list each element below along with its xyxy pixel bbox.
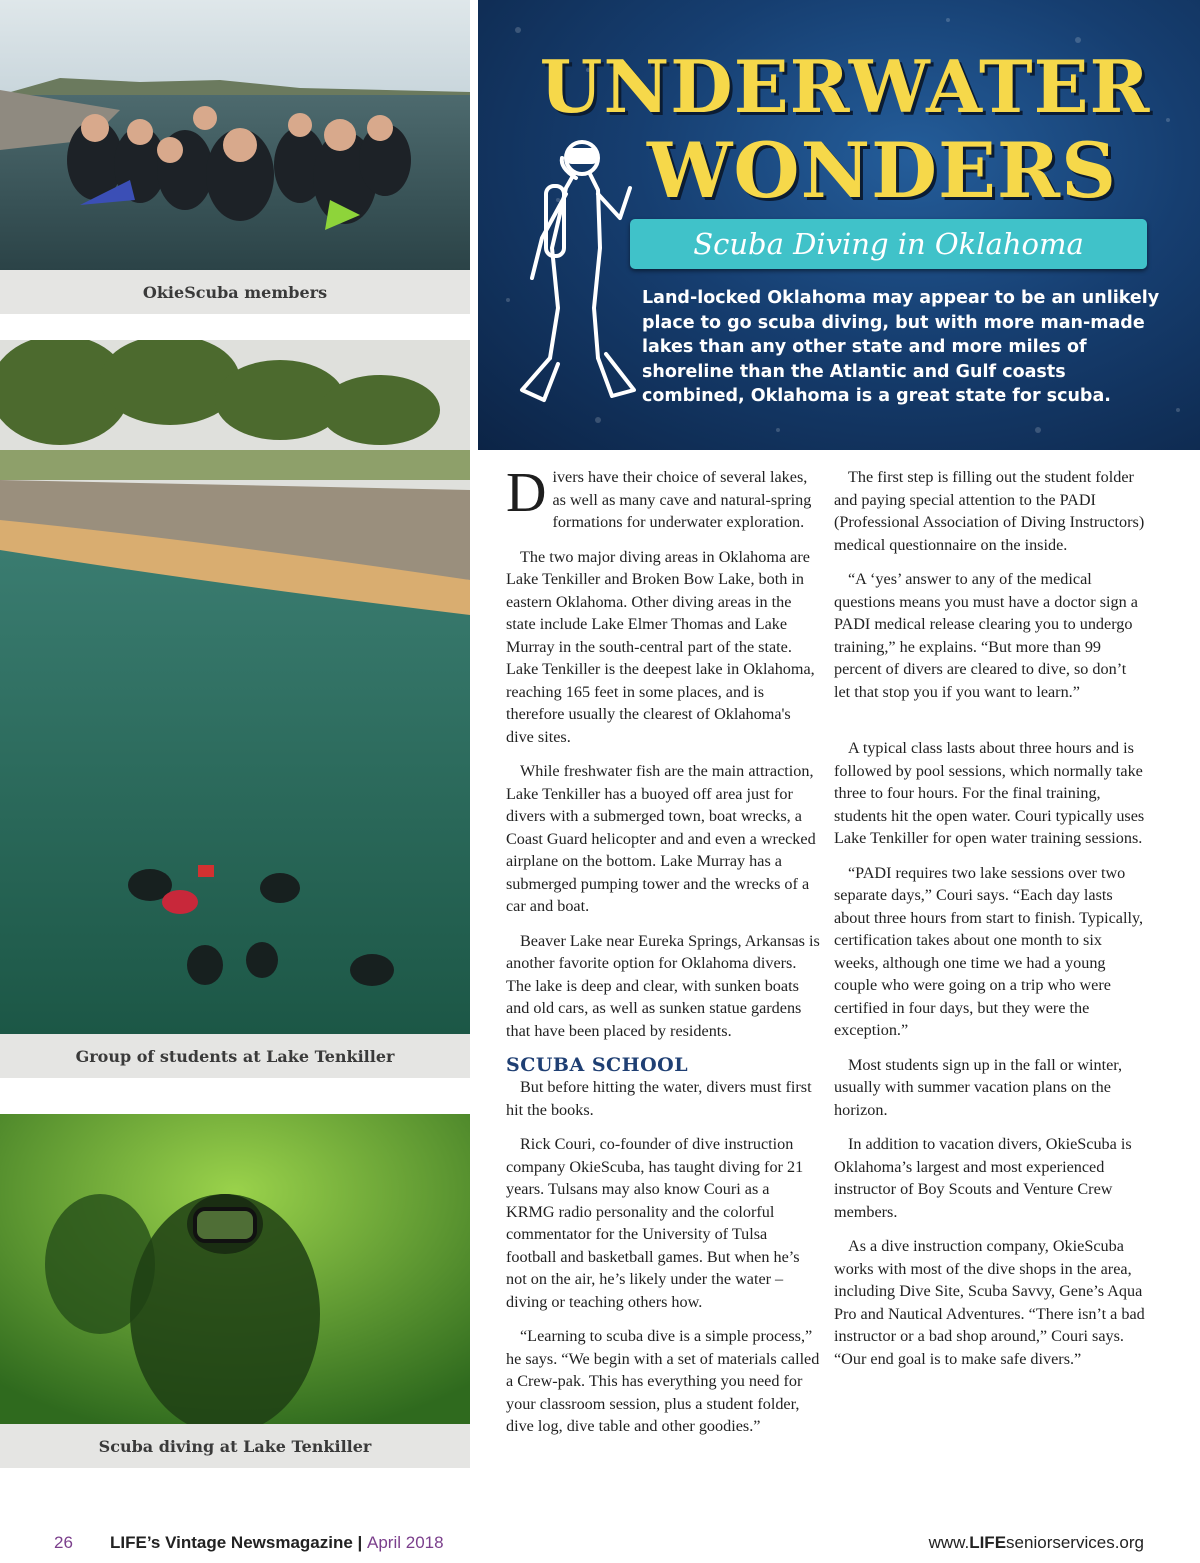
article-paragraph: But before hitting the water, divers must first hit the books. [506,1078,812,1119]
column-spacer [834,715,1146,737]
photo-caption: OkieScuba members [0,270,470,314]
page-number: 26 [54,1533,73,1552]
article-paragraph: The two major diving areas in Oklahoma are Lake Tenkiller and Broken Bow Lake, both in eastern Oklahoma. Other diving areas in the state include Lake Elmer Thomas and Lake Murray in the south-central part of the state. Lake Tenkiller is the deepest lake in Oklahoma, reaching 165 feet in some places, and is therefore usually the clearest of Oklahoma's dive sites. [506,547,815,746]
article-paragraph: “PADI requires two lake sessions over two separate days,” Couri says. “Each day lasts about three hours from start to finish. Typically, certification takes about one month to six weeks, although one time we had a young couple who were going on a trip who were certified in four days, but they were the exception.” [834,863,1144,1039]
photo-scuba-diving-lake-tenkiller [0,1114,470,1424]
subtitle-banner: Scuba Diving in Oklahoma [630,219,1147,269]
article-paragraph: Rick Couri, co-founder of dive instruction company OkieScuba, has taught diving for 21 years. Tulsans may also know Couri as a KRMG radio personality and the colorful commentator for the University of Tulsa football and basketball games. But when he’s not on the air, he’s likely under the water – diving or teaching others how. [506,1135,804,1311]
url-suffix: seniorservices.org [1006,1533,1144,1552]
article-paragraph: “A ‘yes’ answer to any of the medical questions means you must have a doctor sign a PADI medical release clearing you to undergo training,” he explains. “But more than 99 percent of divers are cleared to dive, so don’t let that stop you if you want to learn.” [834,570,1138,701]
website-link[interactable] [929,1533,1144,1553]
title-line-2: WONDERS [647,126,1117,215]
article-paragraph: Beaver Lake near Eureka Springs, Arkansas is another favorite option for Oklahoma divers. The lake is deep and clear, with sunken boats and old cars, as well as sunken statue gardens that have been placed by residents. [506,931,820,1040]
article-paragraph: A typical class lasts about three hours and is followed by pool sessions, which normally take three to four hours. For the final training, students hit the open water. Couri typically uses Lake Tenkiller for open water training sessions. [834,739,1145,847]
header-banner [478,0,1200,450]
magazine-title: LIFE’s Vintage Newsmagazine [110,1533,353,1552]
photo-caption: Scuba diving at Lake Tenkiller [0,1424,470,1468]
article-paragraph: While freshwater fish are the main attraction, Lake Tenkiller has a buoyed off area just for divers with a submerged town, boat wrecks, a Coast Guard helicopter and and even a wrecked airplane on the bottom. Lake Murray has a submerged pumping tower and the wrecks of a car and boat. [506,762,816,915]
intro-text: Land-locked Oklahoma may appear to be an unlikely place to go scuba diving, but with more man-made lakes than any other state and more miles of shoreline than the Atlantic and Gulf coasts combined, Oklahoma is a great state for scuba. [642,288,1160,406]
article-paragraph: “Learning to scuba dive is a simple process,” he says. “We begin with a set of materials called a Crew-pak. This has everything you need for your classroom session, plus a student folder, dive log, dive table and other goodies.” [506,1327,820,1435]
article-paragraph: Most students sign up in the fall or winter, usually with summer vacation plans on the horizon. [834,1055,1123,1119]
photo-okiescuba-members [0,0,470,270]
article-paragraph [506,462,820,534]
url-prefix: www. [928,1533,970,1552]
issue-date: April 2018 [367,1533,444,1552]
footer-separator: | [352,1533,368,1552]
drop-cap: D [506,462,547,524]
article-column-left [506,462,820,1450]
article-paragraph: As a dive instruction company, OkieScuba works with most of the dive shops in the area, including Dive Site, Scuba Savvy, Gene’s Aqua Pro and Nautical Adventures. “There isn’t a bad instructor or a bad shop around,” Couri says. “Our end goal is to make safe divers.” [834,1237,1145,1368]
photo-students-lake-tenkiller [0,340,470,1034]
article-paragraph: In addition to vacation divers, OkieScuba is Oklahoma’s largest and most experienced instructor of Boy Scouts and Venture Crew members. [834,1135,1132,1221]
article-paragraph-text: ivers have their choice of several lakes, as well as many cave and natural-spring formations for underwater exploration. [552,468,812,531]
photo-caption: Group of students at Lake Tenkiller [0,1034,470,1078]
section-heading: SCUBA SCHOOL [506,1054,689,1076]
url-bold: LIFE [969,1533,1007,1552]
title-line-1: UNDERWATER [539,44,1151,129]
article-column-right [834,466,1146,1382]
magazine-name [110,1533,444,1553]
article-paragraph: The first step is filling out the student folder and paying special attention to the PADI (Professional Association of Diving Instructors) medical questionnaire on the inside. [834,468,1145,554]
scuba-diver-icon [502,128,642,418]
